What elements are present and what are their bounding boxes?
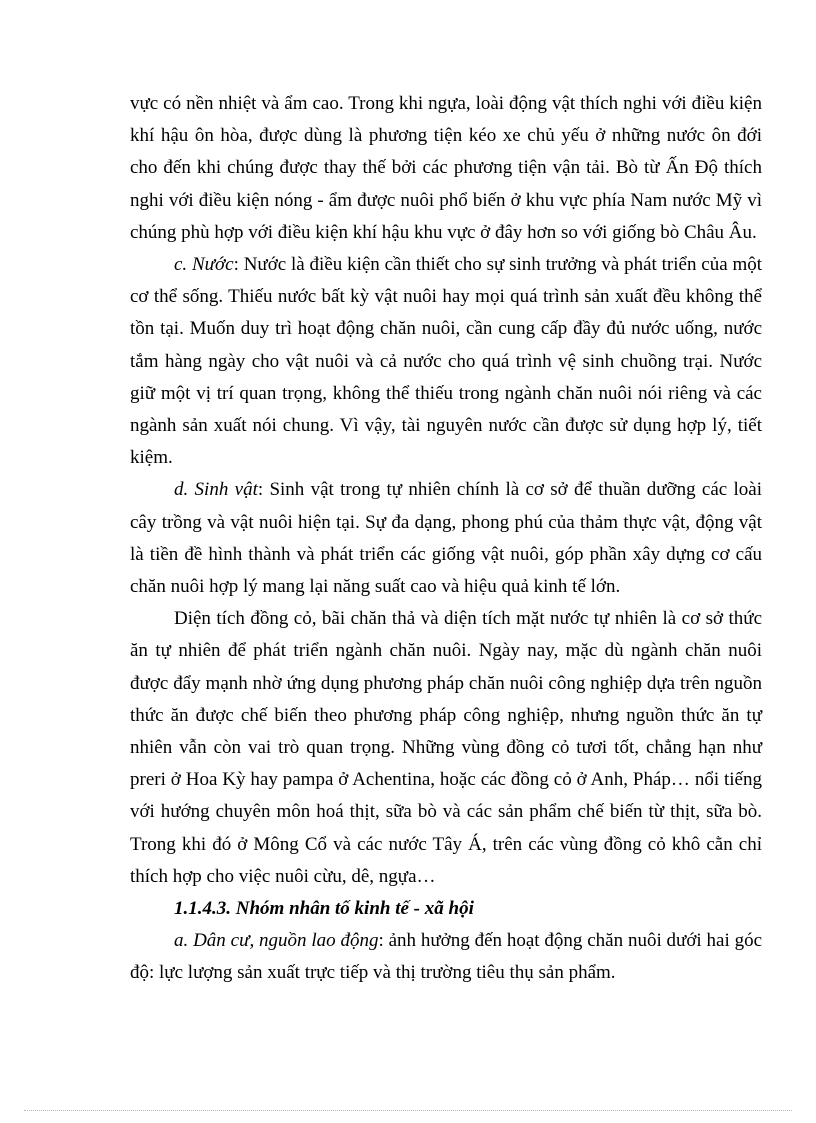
page-body (130, 88, 762, 990)
paragraph-lead: d. Sinh vật (174, 479, 258, 501)
paragraph-text: vực có nền nhiệt và ẩm cao. Trong khi ngựa, loài động vật thích nghi với điều kiện khí hậu ôn hòa, được dùng là phương tiện kéo xe chủ yếu ở những nước ôn đới cho đến khi chúng được thay thế bởi các phương tiện vận tải. Bò từ Ấn Độ thích nghi với điều kiện nóng - ẩm được nuôi phổ biến ở khu vực phía Nam nước Mỹ vì chúng phù hợp với điều kiện khí hậu khu vực ở đây hơn so với giống bò Châu Âu. (130, 93, 762, 243)
section-heading: 1.1.4.3. Nhóm nhân tố kinh tế - xã hội (174, 898, 474, 920)
paragraph-lead: c. Nước (174, 254, 234, 276)
paragraph-lead: a. Dân cư, nguồn lao động (174, 930, 379, 952)
paragraph-text: : Nước là điều kiện cần thiết cho sự sinh trưởng và phát triển của một cơ thể sống. Thiếu nước bất kỳ vật nuôi hay mọi quá trình sản xuất đều không thể tồn tại. Muốn duy trì hoạt động chăn nuôi, cần cung cấp đầy đủ nước uống, nước tắm hàng ngày cho vật nuôi và cả nước cho quá trình vệ sinh chuồng trại. Nước giữ một vị trí quan trọng, không thể thiếu trong ngành chăn nuôi nói riêng và các ngành sản xuất nói chung. Vì vậy, tài nguyên nước cần được sử dụng hợp lý, tiết kiệm. (130, 254, 762, 469)
paragraph-grasslands (130, 603, 762, 893)
paragraph-text: : ảnh hưởng đến hoạt động chăn nuôi dưới hai góc độ: lực lượng sản xuất trực tiếp và thị trường tiêu thụ sản phẩm. (130, 930, 763, 984)
paragraph-organisms (130, 474, 762, 603)
paragraph-text: : Sinh vật trong tự nhiên chính là cơ sở để thuần dưỡng các loài cây trồng và vật nuôi hiện tại. Sự đa dạng, phong phú của thảm thực vật, động vật là tiền đề hình thành và phát triển các giống vật nuôi, góp phần xây dựng cơ cấu chăn nuôi hợp lý mang lại năng suất cao và hiệu quả kinh tế lớn. (130, 479, 762, 598)
paragraph-text: Diện tích đồng cỏ, bãi chăn thả và diện tích mặt nước tự nhiên là cơ sở thức ăn tự nhiên để phát triển ngành chăn nuôi. Ngày nay, mặc dù ngành chăn nuôi được đẩy mạnh nhờ ứng dụng phương pháp chăn nuôi công nghiệp dựa trên nguồn thức ăn được chế biến theo phương pháp công nghiệp, nhưng nguồn thức ăn tự nhiên vẫn còn vai trò quan trọng. Những vùng đồng cỏ tươi tốt, chẳng hạn như preri ở Hoa Kỳ hay pampa ở Achentina, hoặc các đồng cỏ ở Anh, Pháp… nổi tiếng với hướng chuyên môn hoá thịt, sữa bò và các sản phẩm chế biến từ thịt, sữa bò. Trong khi đó ở Mông Cổ và các nước Tây Á, trên các vùng đồng cỏ khô cằn chỉ thích hợp cho việc nuôi cừu, dê, ngựa… (130, 608, 762, 887)
paragraph-population (130, 925, 762, 989)
paragraph-continuation (130, 88, 762, 249)
page-bottom-divider (24, 1110, 792, 1111)
paragraph-water (130, 249, 762, 474)
